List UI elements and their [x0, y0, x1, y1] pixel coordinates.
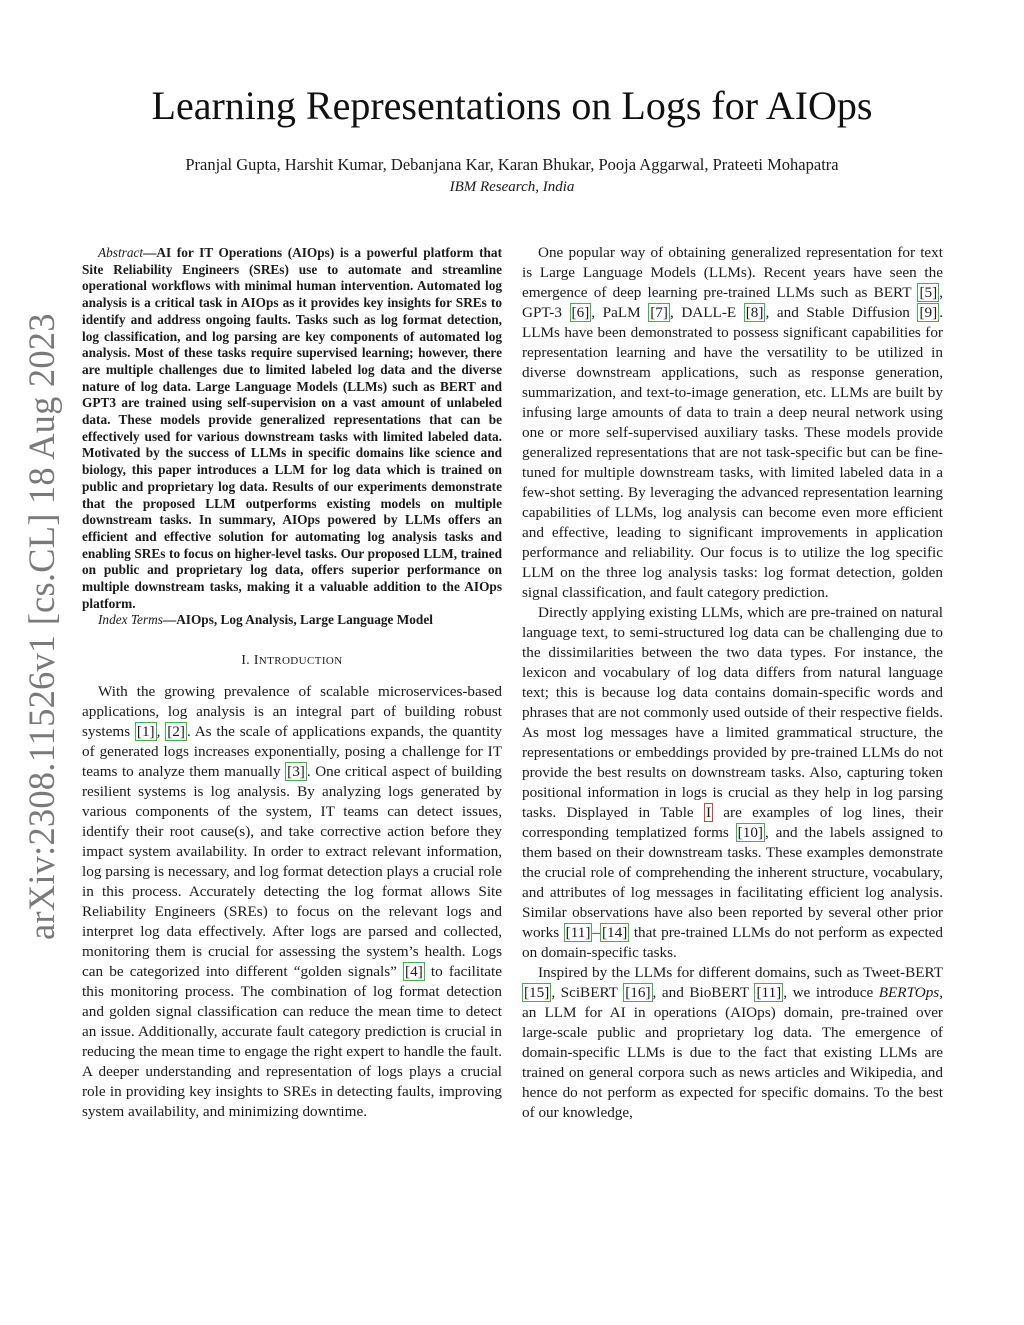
section-heading-introduction: I. INTRODUCTION: [241, 652, 343, 668]
citation-link[interactable]: [16]: [625, 984, 651, 1001]
challenge-paragraph: Directly applying existing LLMs, which are pre-trained on natural language text, to semi-structured log data can be challenging due to the dissimilarities between the two data types. For instance, the lexicon and vocabulary of log data differs from natural language text; this is because log data contains domain-specific words and phrases that are not commonly used outside of their respective fields. As most log messages have a limited grammatical structure, the representations or embeddings provided by pre-trained LLMs do not provide the best results on downstream tasks. Also, capturing token positional information in logs is crucial as they help in log parsing tasks. Displayed in Table I are examples of log lines, their corresponding templatized forms [10] , and the labels assigned to them based on their downstream tasks. These examples demonstrate the crucial role of comprehending the inherent structure, vocabulary, and attributes of log messages in facilitating efficient log analysis. Similar observations have also been reported by several other prior works [11] – [14] that pre-trained LLMs do not perform as expected on domain-specific tasks.: [522, 604, 944, 961]
abstract: [82, 245, 502, 612]
citation-link[interactable]: [7]: [650, 304, 668, 321]
citation-link[interactable]: [15]: [524, 984, 550, 1001]
citation-link[interactable]: [6]: [571, 304, 590, 321]
citation-link[interactable]: [11]: [565, 924, 591, 941]
intro-paragraph: With the growing prevalence of scalable microservices-based applications, log analysis is an integral part of building robust systems [1] , [2] . As the scale of applications expands, the quantity of generated logs increases exponentially, posing a challenge for IT teams to analyze them manually [3] . One critical aspect of building resilient systems is log analysis. By analyzing logs generated by various components of the system, IT teams can detect issues, identify their root cause(s), and take corrective action before they impact system availability. In order to extract relevant information, log parsing is necessary, and log format detection plays a crucial role in this process. Accurately detecting the log format allows Site Reliability Engineers (SREs) to focus on the relevant logs and interpret log data effectively. After logs are parsed and collected, monitoring them is crucial for assessing the system’s health. Logs can be categorized into different “golden signals” [4] to facilitate this monitoring process. The combination of log format detection and golden signal classification can reduce the mean time to detect an issue. Additionally, accurate fault category prediction is crucial in reducing the mean time to engage the right expert to handle the fault. A deeper understanding and representation of logs plays a crucial role in providing key insights to SREs in detecting faults, improving system availability, and minimizing downtime.: [82, 683, 503, 1121]
abstract-text: —AI for IT Operations (AIOps) is a powerful platform that Site Reliability Engineers (SREs) use to automate and streamline operational workflows with minimal human intervention. Automated log analysis is a critical task in AIOps as it provides key insights for SREs to identify and address ongoing faults. Tasks such as log format detection, log classification, and log parsing are key components of automated log analysis. Most of these tasks require supervised learning; however, there are multiple challenges due to limited labeled log data and the diverse nature of log data. Large Language Models (LLMs) such as BERT and GPT3 are trained using self-supervision on a vast amount of unlabeled data. These models provide generalized representations that can be effectively used for various downstream tasks with limited labeled data. Motivated by the success of LLMs in specific domains like science and biology, this paper introduces a LLM for log data which is trained on public and proprietary log data. Results of our experiments demonstrate that the proposed LLM outperforms existing models on multiple downstream tasks. In summary, AIOps powered by LLMs offers an efficient and effective solution for automating log analysis tasks and enabling SREs to focus on higher-level tasks. Our proposed LLM, trained on public and proprietary log data, offers superior performance on multiple downstream tasks, making it a valuable addition to the AIOps platform.: [82, 245, 502, 611]
arxiv-identifier: arXiv:2308.11526v1 [cs.CL] 18 Aug 2023: [21, 313, 62, 940]
table-reference-link[interactable]: I: [705, 804, 712, 821]
model-name: BERTOps: [878, 984, 940, 1001]
left-column: [82, 245, 502, 1122]
index-terms-text: —AIOps, Log Analysis, Large Language Model: [162, 612, 433, 628]
citation-link[interactable]: [2]: [167, 723, 185, 741]
right-column: [522, 243, 943, 1123]
citation-link[interactable]: [10]: [737, 824, 763, 841]
citation-link[interactable]: [11]: [756, 984, 782, 1001]
citation-link[interactable]: [5]: [919, 284, 938, 301]
citation-link[interactable]: [1]: [136, 723, 155, 741]
affiliation: IBM Research, India: [449, 179, 575, 195]
llm-paragraph: One popular way of obtaining generalized representation for text is Large Language Models (LLMs). Recent years have seen the emergence of deep learning pre-trained LLMs such as BERT [5] , GPT-3 [6] , PaLM [7] , DALL-E [8] , and Stable Diffusion [9] . LLMs have been demonstrated to possess significant capabilities for representation learning and have the versatility to be utilized in diverse downstream applications, such as response generation, summarization, and text-to-image generation, etc. LLMs are built by infusing large amounts of data to train a deep neural network using one or more self-supervised auxiliary tasks. These models provide generalized representations that are not task-specific but can be fine-tuned for multiple downstream tasks, with limited labeled data in a few-shot setting. By leveraging the advanced representation learning capabilities of LLMs, log analysis can become even more efficient and effective, leading to significant improvements in application performance and reliability. Our focus is to utilize the log specific LLM on the three log analysis tasks: log format detection, golden signal classification, and fault category prediction.: [522, 244, 943, 601]
paper-title: Learning Representations on Logs for AIOps: [151, 83, 873, 128]
bertops-paragraph: Inspired by the LLMs for different domains, such as Tweet-BERT [15] , SciBERT [16] , and BioBERT [11] , we introduce BERTOps, an LLM for AI in operations (AIOps) domain, pre-trained over large-scale public and proprietary log data. The emergence of domain-specific LLMs is due to the fact that existing LLMs are trained on general corpora such as news articles and Wikipedia, and hence do not perform as expected for specific domains. To the best of our knowledge,: [522, 964, 944, 1121]
index-terms-label: Index Terms: [98, 612, 163, 628]
author-list: Pranjal Gupta, Harshit Kumar, Debanjana Kar, Karan Bhukar, Pooja Aggarwal, Prateeti Mohapatra: [185, 155, 839, 174]
citation-link[interactable]: [3]: [287, 763, 305, 781]
citation-link[interactable]: [14]: [602, 924, 628, 941]
index-terms: [82, 612, 502, 629]
citation-link[interactable]: [9]: [919, 304, 938, 321]
abstract-label: Abstract: [98, 245, 144, 260]
citation-link[interactable]: [4]: [405, 963, 423, 981]
citation-link[interactable]: [8]: [745, 304, 764, 321]
